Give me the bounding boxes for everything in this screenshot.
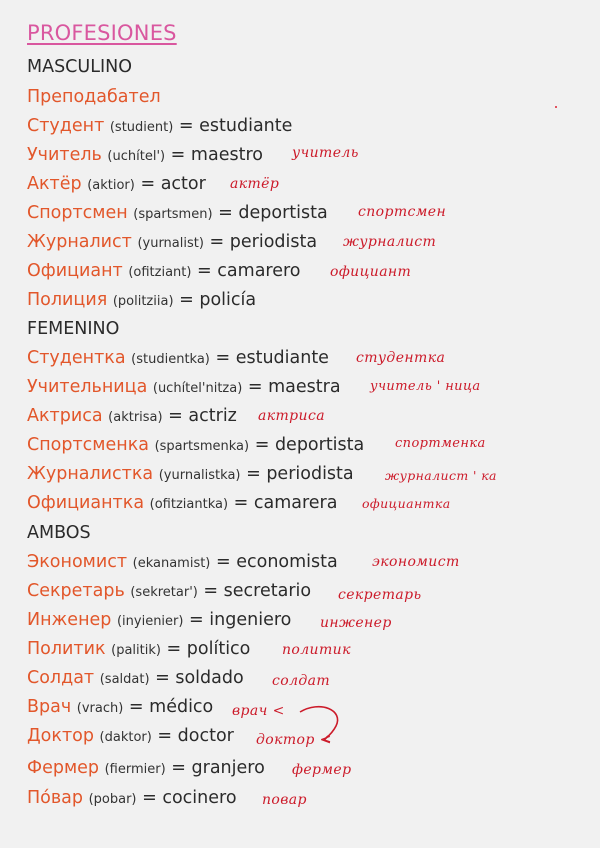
- entry-row: [27, 697, 213, 717]
- entry-row: [27, 203, 328, 223]
- handwritten-note: секретарь: [338, 587, 422, 603]
- transliteration: (uchítel'): [107, 149, 166, 164]
- spanish-word: estudiante: [199, 116, 293, 136]
- transliteration: (pobar): [88, 792, 137, 807]
- russian-word: Студентка: [27, 348, 126, 368]
- russian-word: Журналист: [27, 232, 132, 252]
- spanish-word: granjero: [191, 758, 265, 778]
- handwritten-note: врач <: [232, 703, 285, 719]
- equals-sign: =: [179, 290, 194, 310]
- russian-word: Учитель: [27, 145, 102, 165]
- spanish-word: médico: [149, 697, 214, 717]
- spanish-word: secretario: [223, 581, 312, 601]
- russian-word: Официантка: [27, 493, 145, 513]
- equals-sign: =: [247, 377, 263, 397]
- entry-row: [27, 493, 337, 513]
- handwritten-note: актриса: [258, 408, 325, 424]
- russian-word: Студент: [27, 116, 105, 136]
- ink-dot: [555, 106, 557, 108]
- russian-word: Актёр: [27, 174, 82, 194]
- transliteration: (spartsmenka): [154, 439, 250, 454]
- transliteration: (ofitziant): [128, 265, 192, 280]
- entry-row: [27, 348, 329, 368]
- handwritten-note: солдат: [272, 673, 331, 689]
- handwritten-note: спортменка: [395, 436, 486, 451]
- handwritten-note: инженер: [320, 615, 392, 631]
- entry-row: [27, 668, 244, 688]
- transliteration: (uchítel'nitza): [152, 381, 243, 396]
- equals-sign: =: [218, 203, 233, 223]
- russian-word: Секретарь: [27, 581, 125, 601]
- russian-word: Инженер: [27, 610, 112, 630]
- russian-word: Официант: [27, 261, 123, 281]
- equals-sign: =: [197, 261, 212, 281]
- handwritten-note: учитель: [292, 145, 359, 161]
- entry-row: [27, 435, 364, 455]
- spanish-word: maestro: [190, 145, 263, 165]
- equals-sign: =: [233, 493, 249, 513]
- equals-sign: =: [140, 174, 156, 194]
- equals-sign: =: [254, 435, 270, 455]
- russian-word: Политик: [27, 639, 106, 659]
- equals-sign: =: [128, 697, 144, 717]
- entry-row: [27, 290, 256, 310]
- spanish-word: político: [186, 639, 251, 659]
- entry-row: [27, 464, 354, 484]
- entry-row: [27, 116, 292, 136]
- entry-row: [27, 406, 237, 426]
- russian-word: Спортсменка: [27, 435, 149, 455]
- spanish-word: maestra: [268, 377, 341, 397]
- handwritten-note: учитель ' ница: [370, 379, 481, 394]
- entry-row: [27, 552, 338, 572]
- spanish-word: economista: [236, 552, 338, 572]
- handwritten-note: экономист: [372, 554, 460, 570]
- entry-row: [27, 726, 234, 746]
- spanish-word: deportista: [274, 435, 365, 455]
- handwritten-note: актёр: [230, 176, 280, 192]
- entry-row: [27, 639, 250, 659]
- spanish-word: deportista: [238, 203, 328, 223]
- transliteration: (daktor): [99, 730, 152, 745]
- spanish-word: doctor: [177, 726, 234, 746]
- entry-row: [27, 377, 341, 397]
- handwritten-note: политик: [282, 642, 351, 658]
- spanish-word: periodista: [229, 232, 318, 252]
- russian-word: Врач: [27, 697, 72, 717]
- handwritten-note: студентка: [356, 350, 446, 366]
- handwritten-note: фермер: [292, 762, 352, 778]
- transliteration: (studientka): [131, 352, 210, 367]
- equals-sign: =: [170, 145, 186, 165]
- transliteration: (fiermier): [104, 762, 166, 777]
- handwritten-note: доктор <: [256, 732, 332, 748]
- entry-row: [27, 788, 237, 808]
- russian-word: Доктор: [27, 726, 94, 746]
- spanish-word: actor: [160, 174, 206, 194]
- transliteration: (aktrisa): [108, 410, 163, 425]
- transliteration: (sekretar'): [130, 585, 198, 600]
- handwritten-note: журналист ' ка: [385, 468, 497, 483]
- equals-sign: =: [215, 348, 231, 368]
- handwritten-note: официантка: [362, 496, 451, 511]
- spanish-word: soldado: [175, 668, 244, 688]
- russian-word: Спортсмен: [27, 203, 128, 223]
- entry-row: [27, 232, 317, 252]
- spanish-word: actriz: [188, 406, 237, 426]
- transliteration: (yurnalist): [137, 236, 204, 251]
- handwritten-note: журналист: [343, 234, 437, 250]
- transliteration: (inyienier): [116, 614, 184, 629]
- equals-sign: =: [166, 639, 182, 659]
- transliteration: (palitik): [111, 643, 161, 658]
- equals-sign: =: [155, 668, 170, 688]
- equals-sign: =: [168, 406, 183, 426]
- entry-row: [27, 581, 311, 601]
- standalone-word: Преподабател: [27, 87, 161, 107]
- russian-word: Фермер: [27, 758, 100, 778]
- page-title: PROFESIONES: [27, 21, 177, 45]
- entry-row: [27, 145, 263, 165]
- equals-sign: =: [203, 581, 219, 601]
- section-femenino: FEMENINO: [27, 319, 120, 339]
- russian-word: Полиция: [27, 290, 108, 310]
- transliteration: (yurnalistka): [158, 468, 241, 483]
- spanish-word: periodista: [266, 464, 354, 484]
- equals-sign: =: [189, 610, 204, 630]
- spanish-word: camarero: [217, 261, 301, 281]
- equals-sign: =: [142, 788, 157, 808]
- section-masculino: MASCULINO: [27, 57, 132, 77]
- entry-row: [27, 758, 265, 778]
- transliteration: (ekanamist): [132, 556, 211, 571]
- equals-sign: =: [171, 758, 186, 778]
- russian-word: Учительница: [27, 377, 148, 397]
- transliteration: (aktior): [87, 178, 135, 193]
- equals-sign: =: [215, 552, 231, 572]
- russian-word: По́вар: [27, 788, 84, 808]
- transliteration: (studient): [109, 120, 174, 135]
- entry-row: [27, 174, 206, 194]
- equals-sign: =: [209, 232, 225, 252]
- russian-word: Экономист: [27, 552, 128, 572]
- transliteration: (politziia): [112, 294, 174, 309]
- entry-row: [27, 610, 291, 630]
- transliteration: (saldat): [99, 672, 150, 687]
- russian-word: Журналистка: [27, 464, 154, 484]
- entry-row: [27, 261, 301, 281]
- section-ambos: AMBOS: [27, 523, 91, 543]
- transliteration: (spartsmen): [133, 207, 213, 222]
- synonym-bracket-arrow: [286, 702, 346, 750]
- transliteration: (vrach): [76, 701, 124, 716]
- spanish-word: camarera: [253, 493, 338, 513]
- russian-word: Актриса: [27, 406, 103, 426]
- spanish-word: estudiante: [235, 348, 329, 368]
- handwritten-note: официант: [330, 264, 412, 280]
- russian-word: Солдат: [27, 668, 95, 688]
- equals-sign: =: [178, 116, 194, 136]
- handwritten-note: спортсмен: [358, 204, 447, 220]
- equals-sign: =: [246, 464, 261, 484]
- transliteration: (ofitziantka): [149, 497, 229, 512]
- spanish-word: cocinero: [162, 788, 237, 808]
- handwritten-note: повар: [262, 792, 307, 808]
- spanish-word: policía: [199, 290, 257, 310]
- equals-sign: =: [157, 726, 173, 746]
- spanish-word: ingeniero: [209, 610, 292, 630]
